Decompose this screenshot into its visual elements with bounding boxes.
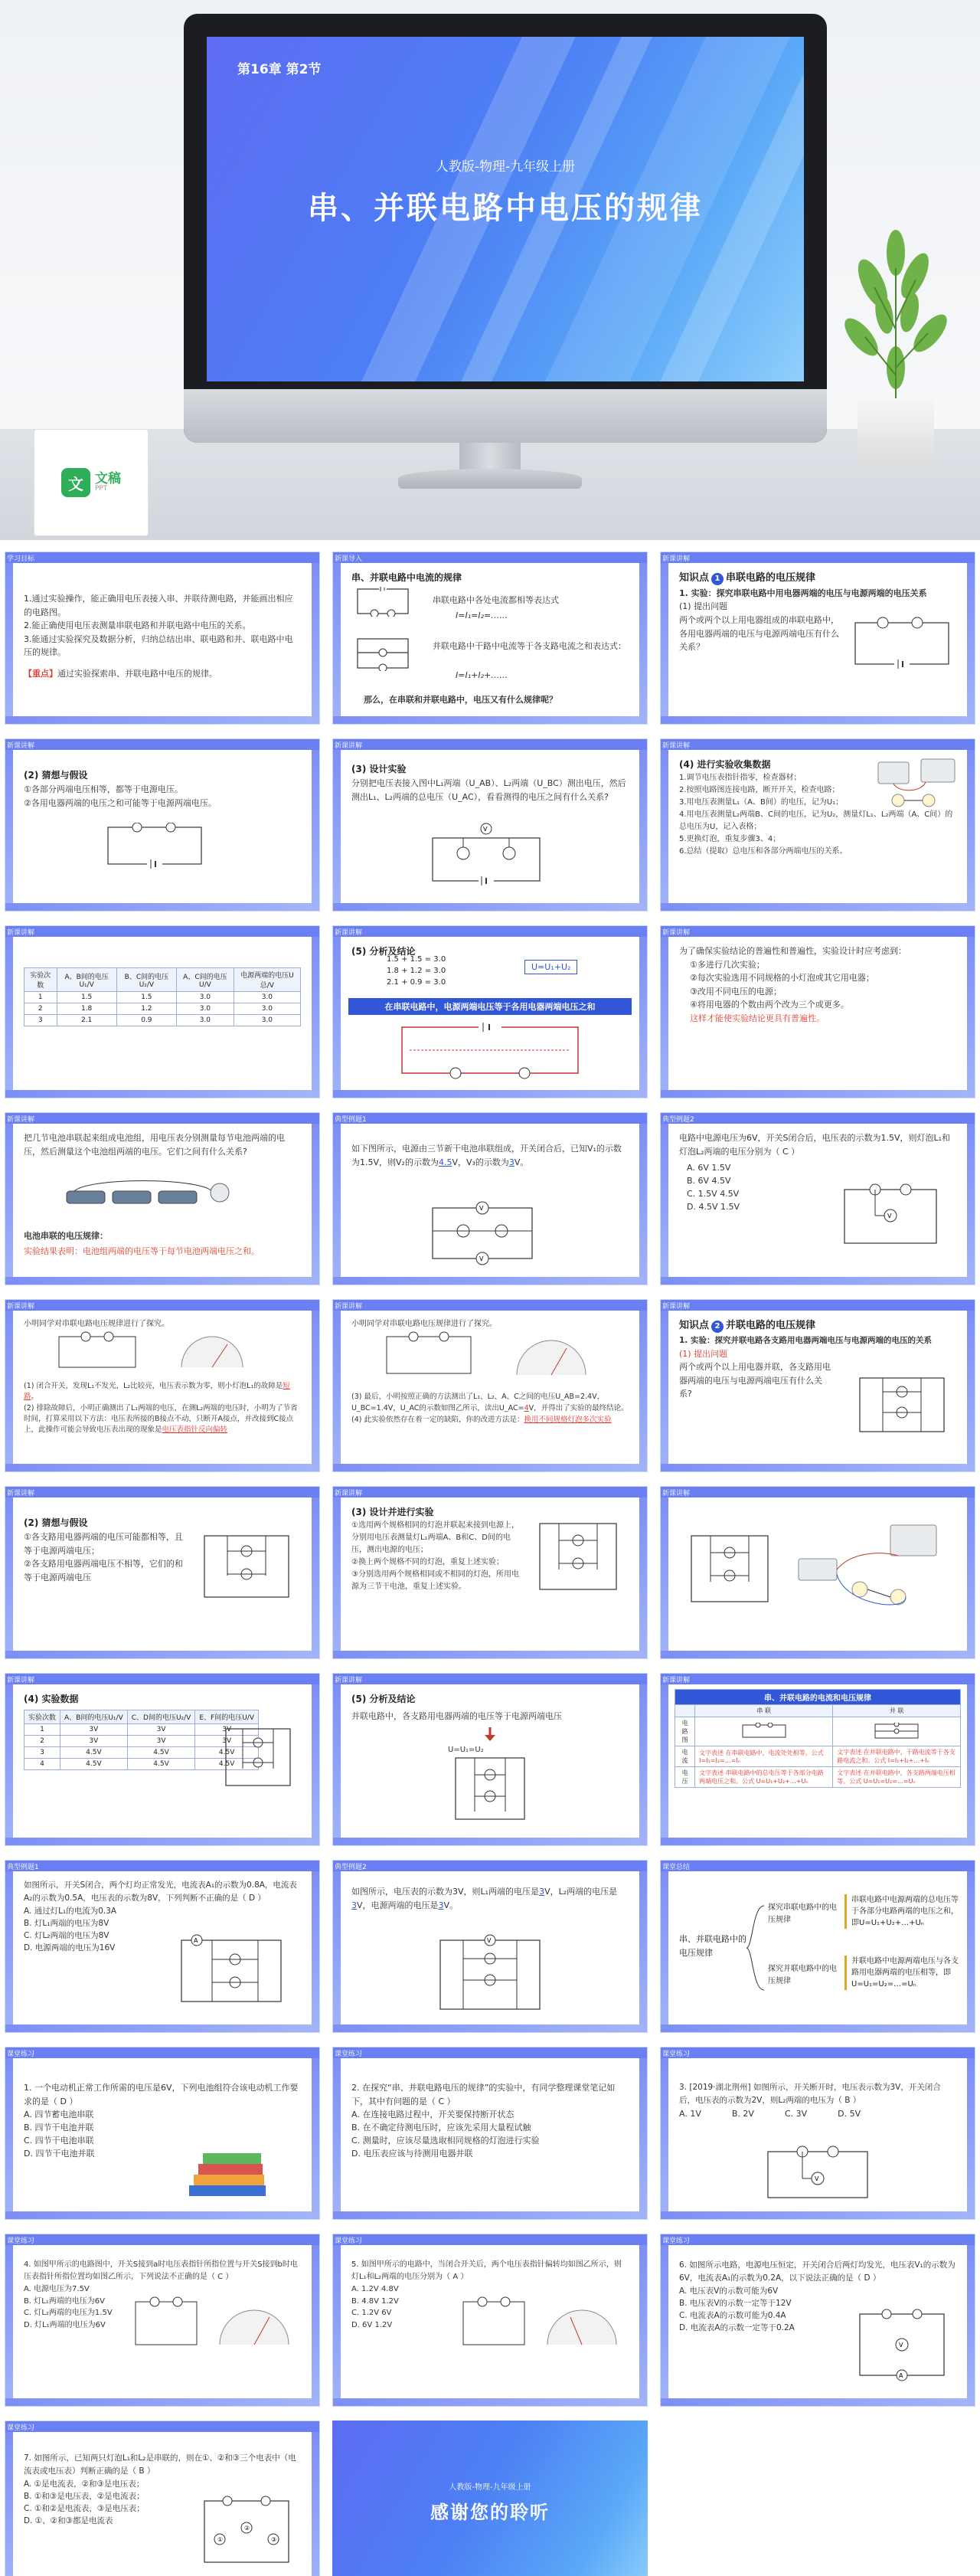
slide-tag: 新课讲解 [335, 742, 363, 750]
slide-tag: 课堂练习 [662, 2237, 691, 2245]
svg-text:①: ① [217, 2536, 224, 2543]
slide-tag: 新课讲解 [335, 1677, 363, 1684]
parallel-measure-diagram [532, 1516, 624, 1600]
table-row: 1 1.5 1.5 3.0 3.0 [24, 992, 301, 1003]
lab-apparatus-image [791, 1520, 952, 1620]
hypothesis-line: ①各部分两端电压相等，都等于电源电压。 [24, 784, 183, 795]
slide-tag: 课堂练习 [335, 2237, 363, 2245]
measurement-circuit-diagram [425, 823, 547, 892]
goal-line: 3.能通过实验探究及数据分析，归纳总结出串、联电路和并、联电路中电压的规律。 [24, 633, 293, 658]
slide-exercise-4[interactable] [5, 2234, 320, 2407]
thanks-subtitle: 人教版-物理-九年级上册 [449, 2483, 531, 2492]
option-item[interactable]: C. 四节干电池串联 [24, 2136, 94, 2146]
procedure-line: 3.用电压表测量L₁（A、B间）的电压，记为U₁； [679, 798, 844, 807]
step-label: (4) 进行实验收集数据 [679, 759, 771, 770]
slide-tag: 课堂练习 [7, 2051, 35, 2058]
option-item[interactable]: D. 灯L₁两端的电压为6V [24, 2320, 106, 2329]
slide-tag: 新课讲解 [335, 1303, 363, 1311]
parallel-formula: I=I₁+I₂+…… [456, 670, 508, 680]
slide-intro[interactable] [332, 552, 648, 725]
series-circuit-diagram [105, 823, 204, 869]
experiment-figures [44, 1329, 289, 1375]
question-block: (1) 闭合开关，发现L₁不发光，L₂比较亮，电压表示数为零，则小灯泡L₁的故障是短路。 (2) 排除故障后，小明正确测出了L₁两端的电压，在测L₂两端的电压时，小明为了节省时间，打算采用以下方法：电压表所接的B接点不动，只断开A接点，并改接到C接点上，此操作可能会导致电压表出现的现象是电压表指针反向偏转 [24, 1382, 298, 1434]
logo-mark: 文 [61, 468, 90, 497]
step-label: (1) 提出问题 [679, 601, 728, 612]
slide-tag: 新课讲解 [662, 1490, 691, 1497]
plant-pot [858, 398, 934, 467]
slide-example2-series[interactable] [660, 1112, 975, 1285]
generality-line: ③改用不同电压的电源； [690, 986, 782, 997]
svg-text:V: V [479, 1255, 484, 1262]
parallel-conclusion: 并联电路中，各支路用电器两端的电压等于电源两端电压 [351, 1711, 562, 1722]
option-item[interactable]: D. ①、②和③都是电流表 [24, 2516, 113, 2526]
generality-note: 这样才能使实验结论更具有普遍性。 [690, 1013, 825, 1023]
slide-tag: 学习目标 [7, 555, 35, 563]
step-label: (5) 分析及结论 [351, 1694, 416, 1704]
slide-tag: 新课讲解 [7, 1116, 35, 1124]
example-circuit-diagram [433, 1933, 547, 2017]
goal-line: 2.能正确使用电压表测量串联电路和并联电路中电压的关系。 [24, 620, 251, 631]
slide-tag: 典型例题2 [335, 1864, 367, 1871]
slide-procedure[interactable] [660, 738, 975, 912]
knowledge-point-title: 知识点 2 并联电路的电压规律 [679, 1320, 816, 1331]
slide-tag: 课堂练习 [7, 2424, 35, 2432]
option-item[interactable]: C. 1.5V 4.5V [687, 1189, 740, 1200]
svg-text:V: V [815, 2175, 819, 2182]
slide-parallel-design[interactable] [332, 1486, 648, 1659]
table-row: 电路图 [675, 1717, 961, 1746]
parallel-diagram-cell [833, 1717, 961, 1746]
option-list [679, 2285, 832, 2335]
table-row: 3 4.5V 4.5V 4.5V [24, 1747, 259, 1759]
procedure-line: 2.按照电路图连接电路，断开开关，检查电路； [679, 786, 840, 795]
table-row: 1 3V 3V 3V [24, 1724, 259, 1736]
exercise-text: 1. 一个电动机正常工作所需的电压是6V，下列电池组符合该电动机工作要求的是（ D ） [24, 2083, 299, 2106]
slide-exercise-7[interactable] [5, 2421, 320, 2576]
slide-kp1[interactable] [660, 552, 975, 725]
experiment-title: 1. 实验：探究并联电路各支路用电器两端电压与电源两端的电压的关系 [679, 1335, 932, 1345]
parallel-circuit-diagram [220, 1723, 296, 1792]
slide-tag: 新课讲解 [7, 1490, 35, 1497]
exercise-text: 7. 如图所示，已知两只灯泡L₁和L₂是串联的，则在①、②和③三个电表中（电流表或电压表）判断正确的是（ B ） [24, 2453, 296, 2476]
svg-text:V: V [479, 1205, 484, 1212]
slide-exercise-5[interactable] [332, 2234, 648, 2407]
question-block: (3) 最后，小明按照正确的方法测出了L₁、L₂、A、C之间的电压U_AB=2.4V，U_BC=1.4V，U_AC的示数如图乙所示，读出U_AC=4V，并得出了实验的最终结论。 (4) 此实验依然存在着一定的缺陷，你的改进方法是：换用不同规格灯泡多次实验 [351, 1393, 629, 1425]
brand-logo [34, 429, 149, 536]
mindmap-branch: 探究串联电路中的电压规律 [768, 1903, 837, 1924]
series-circuit-diagram [852, 617, 952, 670]
design-line: ③分别选用两个规格相同或不相同的灯泡，所用电源为三节干电池，重复上述实验。 [351, 1570, 519, 1592]
battery-text: 把几节电池串联起来组成电池组，用电压表分别测量每节电池两端的电压，然后测量这个电池组两端的电压。它们之间有什么关系? [24, 1133, 285, 1157]
example-circuit-diagram [174, 1933, 289, 2009]
slide-tag: 新课讲解 [7, 929, 35, 937]
design-line: ②换上两个规格不同的灯泡，重复上述实验； [351, 1558, 504, 1567]
slide-design[interactable] [332, 738, 648, 912]
option-item[interactable]: B. 6V 4.5V [687, 1176, 731, 1187]
slide-kp2[interactable] [660, 1299, 975, 1472]
series-circuit-diagram [356, 586, 410, 620]
slide-summary[interactable] [660, 1860, 975, 2033]
mindmap-brace [745, 1902, 768, 1994]
slide-parallel-hypothesis[interactable] [5, 1486, 320, 1659]
option-list [24, 2478, 185, 2528]
series-current-rule: 串联电路中各处电流都相等表达式 [433, 595, 559, 605]
series-data-table: 实验次数 A、B间的电压U₁/V B、C间的电压U₂/V A、C间的电压U/V 电源两端的电压U总/V 1 1.5 1.5 3.0 3.0 2 1.8 1.2 3.0 3.0 3 2.1 0.9 3.0 3.0 [24, 967, 301, 1026]
slide-tag: 新课讲解 [335, 1490, 363, 1497]
option-item[interactable]: D. 4.5V 1.5V [687, 1202, 740, 1213]
example-text: 如图所示，电压表的示数为3V，则L₁两端的电压是3V，L₂两端的电压是3V，电源两端的电压是3V。 [351, 1887, 618, 1910]
svg-text:②: ② [244, 2525, 250, 2532]
parallel-circuit-diagram [684, 1528, 776, 1612]
option-item[interactable]: C. 3V [784, 2108, 808, 2119]
exercise-text: 2. 在探究“串、并联电路电压的规律”的实验中，有同学整理课堂笔记如下，其中有问题的是（ C ） [351, 2083, 616, 2106]
table-row: 电 流 文字表述 在串联电路中，电流处处相等。公式 I=I₁=I₂=…=Iₙ 文字表述 在并联电路中，干路电流等于各支路电流之和。公式 I=I₁+I₂+…+Iₙ [675, 1746, 961, 1767]
option-item[interactable]: C. 电流表A的示数可能为0.4A [679, 2311, 786, 2321]
step-label: (2) 猜想与假设 [24, 1517, 88, 1528]
exercise-text: 4. 如图甲所示的电路图中，开关S接到a时电压表指针所指位置与开关S接到b时电压表指针所指位置均如图乙所示，下列说法不正确的是（ C ） [24, 2260, 298, 2281]
slide-tag: 新课讲解 [7, 1677, 35, 1684]
slide-thanks[interactable] [332, 2421, 648, 2576]
option-item[interactable]: C. 灯L₂两端的电压为1.5V [24, 2309, 113, 2317]
parallel-data-table: 实验次数 A、B间的电压U₁/V C、D间的电压U₂/V E、F间的电压U/V 1 3V 3V 3V 2 3V 3V 3V 3 4.5V 4.5V 4.5V 4 4.5V 4.5V 4.5V [24, 1710, 259, 1770]
slide-parallel-conclusion[interactable] [332, 1673, 648, 1846]
option-item[interactable]: B. 灯L₁两端的电压为8V [24, 1918, 109, 1928]
exercise-figures [128, 2294, 296, 2355]
slide-tag: 新课讲解 [662, 1303, 691, 1311]
knowledge-point-title: 知识点 1 串联电路的电压规律 [679, 572, 816, 584]
option-item[interactable]: C. ①和②是电流表，③是电压表； [24, 2504, 145, 2514]
option-list [679, 2107, 956, 2120]
parallel-circuit-diagram [197, 1528, 296, 1605]
svg-text:V: V [487, 1937, 492, 1944]
slide-exercise-2[interactable] [332, 2047, 648, 2220]
exercise-text: 5. 如图甲所示的电路中，当闭合开关后，两个电压表指针偏转均如图乙所示，则灯L₁和L₂两端的电压分别为（ A ） [351, 2260, 622, 2281]
exercise-text: 3. [2019·湖北荆州] 如图所示，开关断开时，电压表示数为3V，开关闭合后，电压表的示数为2V，则L₂两端的电压为（ B ） [679, 2083, 941, 2105]
example-circuit-diagram [425, 1193, 540, 1269]
example-text: 如下图所示，电源由三节新干电池串联组成，开关闭合后，已知V₁的示数为1.5V，则V₂的示数为4.5V，V₃的示数为3V。 [351, 1144, 622, 1167]
slide-generality[interactable] [660, 925, 975, 1098]
conclusion-banner: 在串联电路中，电源两端电压等于各用电器两端电压之和 [348, 998, 632, 1015]
slide-tag: 新课讲解 [7, 1303, 35, 1311]
hypothesis-line: ①各支路用电器两端的电压可能都相等，且等于电源两端电压； [24, 1532, 183, 1556]
procedure-line: 1.调节电压表指针指零，检查器材； [679, 774, 802, 783]
slide-tag: 新课讲解 [662, 742, 691, 750]
procedure-line: 4.用电压表测量L₂两端B、C间的电压，记为U₂，测量灯L₁、L₂两端（A、C间）的总电压为U，记入表格； [679, 810, 953, 832]
slide-grid [5, 552, 975, 2574]
slide-tag: 典型例题1 [7, 1864, 39, 1871]
intro-text: 小明同学对串联电路电压规律进行了探究。 [351, 1320, 497, 1328]
cover-slide [207, 37, 804, 381]
slide-parallel-apparatus[interactable] [660, 1486, 975, 1659]
slide-summary-table[interactable] [660, 1673, 975, 1846]
generality-line: ②每次实验选用不同规格的小灯泡或其它用电器； [690, 973, 874, 984]
generality-intro: 为了确保实验结论的普遍性和普遍性，实验设计时应考虑到： [679, 946, 906, 956]
option-item[interactable]: D. 5V [838, 2108, 861, 2119]
thanks-title: 感谢您的聆听 [430, 2502, 550, 2523]
mindmap-root: 串、并联电路中的电压规律 [679, 1934, 746, 1958]
option-item[interactable]: A. 电源电压为7.5V [24, 2285, 90, 2293]
option-item[interactable]: D. 电压表应该与待测用电器并联 [351, 2149, 473, 2159]
exercise-text: 6. 如图所示电路，电源电压恒定，开关闭合后两灯均发光，电压表V₁的示数为6V，电流表A₁的示数为0.2A，以下说法正确的是（ D ） [679, 2260, 956, 2283]
option-item[interactable]: A. 1V [679, 2108, 701, 2119]
option-item[interactable]: A. 1.2V 4.8V [351, 2285, 399, 2293]
slide-exercise-3[interactable] [660, 2047, 975, 2220]
series-voltage-formula: U=U₁+U₂ [524, 960, 577, 974]
chapter-label: 第16章 第2节 [237, 62, 322, 77]
battery-pack-image [59, 1177, 243, 1216]
slide-learning-goals[interactable] [5, 552, 320, 725]
slide-battery-series[interactable] [5, 1112, 320, 1285]
parallel-current-rule: 并联电路中干路中电流等于各支路电流之和表达式： [433, 641, 626, 651]
step-label: (1) 提出问题 [679, 1348, 728, 1359]
slide-tag: 新课讲解 [7, 742, 35, 750]
option-list [351, 2108, 629, 2160]
goal-line: 1.通过实验操作，能正确用电压表接入串、并联待测电路，并能画出相应的电路图。 [24, 594, 293, 617]
question-text: 两个或两个以上用电器并联，各支路用电器两端的电压与电源两端电压有什么关系? [679, 1362, 831, 1399]
slide-tag: 课堂练习 [662, 2051, 691, 2058]
exercise-circuit-diagram [197, 2493, 296, 2570]
slide-tag: 新课导入 [335, 555, 363, 563]
procedure-line: 6.总结（提取）总电压和各部分两端电压的关系。 [679, 847, 848, 856]
svg-text:A: A [194, 1937, 198, 1944]
experiment-title: 1. 实验：探究串联电路中用电器两端的电压与电源两端的电压关系 [679, 588, 927, 598]
comparison-table: 串、并联电路的电流和电压规律 串 联 并 联 电路图 电 流 文字表述 在串联电路中，电流处处相等。公式 I=I₁=I₂=…=Iₙ 文字表述 在并联电路中，干路电流等于各支路电流之和。公式 I=I₁+I₂+…+Iₙ 电 压 文字表述 串联电路中的总电压等于各部分电路两端电压之和。公式 U=U₁+U₂+…+Uₙ 文字表述 在并联电路中，各支路两端电压相等。公式 U=U₁=U₂=…=Uₙ [675, 1689, 961, 1788]
cover-hero [0, 0, 980, 540]
option-item[interactable]: D. 四节干电池并联 [24, 2149, 95, 2159]
mindmap-leaf: 并联电路中电源两端电压与各支路用电器两端的电压相等，即U=U₁=U₂=…=Uₙ [844, 1956, 959, 1990]
table-row: 4 4.5V 4.5V 4.5V [24, 1759, 259, 1770]
option-item[interactable]: C. 灯L₂两端的电压为8V [24, 1931, 109, 1941]
design-line: ①选用两个规格相同的灯泡并联起来接到电源上，分别用电压表测量灯L₁两端A、B和C、D间的电压，测出电源的电压； [351, 1521, 519, 1555]
slide-example1-series[interactable] [332, 1112, 648, 1285]
exercise-figures [456, 2294, 624, 2355]
slide-heading: 串、并联电路中电流的规律 [351, 572, 462, 583]
example-text: 电路中电源电压为6V，开关S闭合后，电压表的示数为1.5V，则灯泡L₁和灯泡L₂两端的电压分别为（ C ） [679, 1133, 951, 1157]
option-item[interactable]: B. 灯L₁两端的电压为6V [24, 2296, 106, 2306]
monitor-chin [184, 389, 827, 443]
slide-xiaoming-series-1[interactable] [5, 1299, 320, 1472]
option-item[interactable]: D. 6V 1.2V [351, 2320, 393, 2329]
series-formula: I=I₁=I₂=…… [456, 610, 508, 620]
slide-tag: 新课讲解 [335, 929, 363, 937]
series-diagram-cell [695, 1717, 833, 1746]
hypothesis-line: ②各用电器两端的电压之和可能等于电源两端电压。 [24, 797, 217, 808]
slide-series-data[interactable] [5, 925, 320, 1098]
slide-hypothesis[interactable] [5, 738, 320, 912]
slide-tag: 典型例题1 [335, 1116, 367, 1124]
slide-tag: 课堂总结 [662, 1864, 691, 1871]
option-item[interactable]: D. 电流表A的示数一定等于0.2A [679, 2323, 795, 2333]
slide-tag: 新课讲解 [662, 929, 691, 937]
design-text: 分别把电压表接入图中L₁两端（U_AB）、L₂两端（U_BC）测出电压，然后测出L₁、L₂两端的总电压（U_AC），看看测得的电压之间有什么关系? [351, 778, 626, 802]
option-item[interactable]: B. 2V [731, 2108, 754, 2119]
example-circuit-diagram [837, 1177, 944, 1254]
option-item[interactable]: B. ①和③是电压表，②是电流表； [24, 2491, 145, 2501]
option-item[interactable]: D. 电源两端的电压为16V [24, 1943, 116, 1953]
step-label: (2) 猜想与假设 [24, 770, 88, 781]
cover-title: 串、并联电路中电压的规律 [308, 191, 703, 226]
mindmap-leaf: 串联电路中电源两端的总电压等于各部分电路两端的电压之和，即U=U₁+U₂+…+Uₙ [844, 1894, 959, 1929]
slide-example1-parallel[interactable] [5, 1860, 320, 2033]
step-label: (5) 分析及结论 [351, 946, 416, 957]
experiment-figures [371, 1329, 616, 1383]
parallel-voltage-diagram [440, 1727, 540, 1827]
exercise-circuit-diagram [760, 2144, 875, 2205]
battery-rule: 实验结果表明：电池组两端的电压等于每节电池两端电压之和。 [24, 1246, 260, 1256]
parallel-voltage-formula: U=U₁=U₂ [448, 1746, 484, 1754]
option-item[interactable]: A. 6V 1.5V [687, 1163, 731, 1173]
lab-apparatus-image [875, 754, 959, 816]
step-label: (3) 设计并进行实验 [351, 1507, 434, 1517]
key-point: 【重点】通过实验探索串、并联电路中电压的规律。 [24, 668, 217, 679]
svg-text:③: ③ [271, 2536, 277, 2543]
books-image [181, 2142, 273, 2204]
table-row: 2 3V 3V 3V [24, 1736, 259, 1747]
option-item[interactable]: B. 在不确定待测电压时，应该先采用大量程试触 [351, 2123, 531, 2133]
svg-text:A: A [899, 2372, 903, 2379]
slide-tag: 新课讲解 [662, 555, 691, 563]
table-row: 3 2.1 0.9 3.0 3.0 [24, 1015, 301, 1026]
slide-series-conclusion[interactable] [332, 925, 648, 1098]
example-text: 如图所示，开关S闭合，两个灯均正常发光，电流表A₁的示数为0.8A，电流表A₂的示数为0.5A，电压表的示数为8V，下列判断不正确的是（ D ） [24, 1880, 297, 1903]
option-item[interactable]: B. 电压表V的示数一定等于12V [679, 2298, 792, 2308]
slide-tag: 课堂练习 [7, 2237, 35, 2245]
slide-exercise-1[interactable] [5, 2047, 320, 2220]
option-item[interactable]: A. 通过灯L₁的电流为0.3A [24, 1906, 117, 1916]
slide-example2-parallel[interactable] [332, 1860, 648, 2033]
slide-tag: 新课讲解 [662, 1677, 691, 1684]
hypothesis-line: ②各支路用电器两端电压不相等，它们的和等于电源两端电压 [24, 1559, 183, 1583]
step-label: (3) 设计实验 [351, 764, 407, 774]
calc-block: 1.5 + 1.5 = 3.0 1.8 + 1.2 = 3.0 2.1 + 0.9 = 3.0 [387, 955, 446, 987]
series-voltage-diagram [394, 1020, 586, 1081]
procedure-line: 5.更换灯泡，重复步骤3、4； [679, 835, 781, 844]
option-item[interactable]: A. ①是电流表，②和③是电压表； [24, 2479, 145, 2489]
table-row: 2 1.8 1.2 3.0 3.0 [24, 1003, 301, 1015]
option-item[interactable]: A. 电压表V的示数可能为6V [679, 2286, 779, 2296]
slide-xiaoming-series-2[interactable] [332, 1299, 648, 1472]
slide-parallel-data[interactable] [5, 1673, 320, 1846]
slide-exercise-6[interactable] [660, 2234, 975, 2407]
step-label: (4) 实验数据 [24, 1694, 79, 1704]
logo-text: 文稿 PPT [95, 470, 121, 493]
svg-text:V: V [899, 2342, 903, 2349]
generality-line: ①多进行几次实验； [690, 959, 765, 970]
svg-text:V: V [483, 826, 488, 833]
slide-tag: 课堂练习 [335, 2051, 363, 2058]
option-item[interactable]: A. 四节蓄电池串联 [24, 2110, 94, 2120]
option-item[interactable]: B. 四节干电池并联 [24, 2123, 94, 2133]
option-item[interactable]: A. 在连接电路过程中，开关要保持断开状态 [351, 2110, 514, 2120]
cover-subtitle: 人教版-物理-九年级上册 [435, 159, 576, 175]
option-item[interactable]: C. 1.2V 6V [351, 2309, 392, 2317]
monitor [184, 14, 827, 443]
intro-question: 那么，在串联和并联电路中，电压又有什么规律呢？ [364, 695, 557, 705]
parallel-circuit-diagram [852, 1370, 952, 1439]
slide-tag: 典型例题2 [662, 1116, 694, 1124]
battery-rule-title: 电池串联的电压规律： [24, 1231, 108, 1241]
option-item[interactable]: C. 测量时，应该尽量选取相同规格的灯泡进行实验 [351, 2136, 540, 2146]
mindmap-branch: 探究并联电路中的电压规律 [768, 1965, 837, 1985]
monitor-base [398, 469, 582, 489]
question-text: 两个或两个以上用电器组成的串联电路中，各用电器两端的电压与电源两端电压有什么关系？ [679, 614, 839, 653]
intro-text: 小明同学对串联电路电压规律进行了探究。 [24, 1320, 169, 1328]
option-item[interactable]: B. 4.8V 1.2V [351, 2296, 399, 2306]
parallel-circuit-diagram [356, 636, 410, 674]
exercise-circuit-diagram [852, 2306, 952, 2383]
table-row: 电 压 文字表述 串联电路中的总电压等于各部分电路两端电压之和。公式 U=U₁+U₂+…+Uₙ 文字表述 在并联电路中，各支路两端电压相等。公式 U=U₁=U₂=…=Uₙ [675, 1767, 961, 1788]
svg-text:V: V [887, 1213, 892, 1219]
generality-line: ④将用电器的个数由两个改为三个或更多。 [690, 1000, 849, 1010]
